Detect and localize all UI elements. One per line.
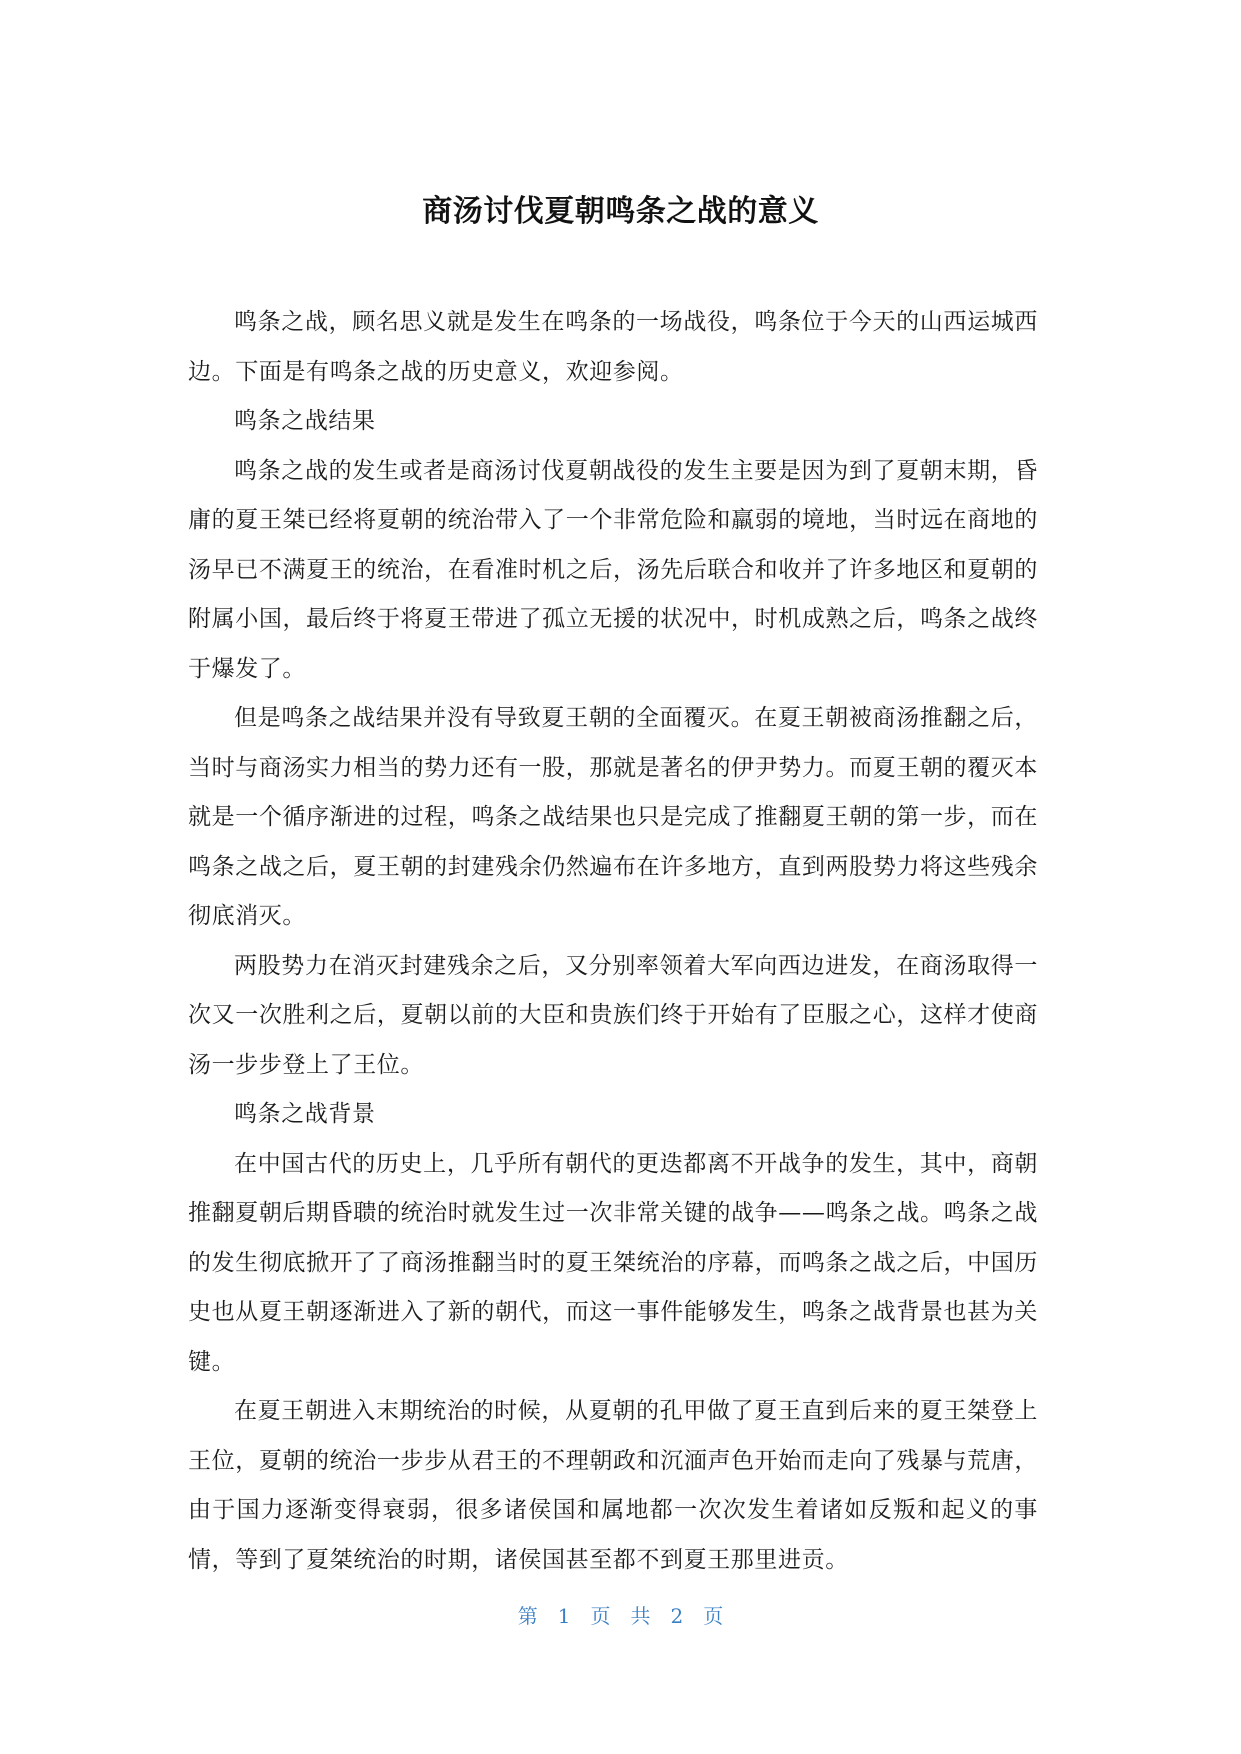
- footer-current-page: 1: [557, 1604, 571, 1628]
- document-title: 商汤讨伐夏朝鸣条之战的意义: [422, 194, 819, 229]
- footer-total-pages: 2: [670, 1604, 684, 1628]
- footer-label-gong: 共: [630, 1604, 651, 1628]
- page-number-footer: [0, 1602, 1241, 1630]
- paragraph-result-1: 鸣条之战的发生或者是商汤讨伐夏朝战役的发生主要是因为到了夏朝末期，昏庸的夏王桀已经将夏朝的统治带入了一个非常危险和羸弱的境地，当时远在商地的汤早已不满夏王的统治，在看准时机之后，汤先后联合和收并了许多地区和夏朝的附属小国，最后终于将夏王带进了孤立无援的状况中，时机成熟之后，鸣条之战终于爆发了。: [188, 457, 1038, 682]
- paragraph-result-3: 两股势力在消灭封建残余之后，又分别率领着大军向西边进发，在商汤取得一次又一次胜利之后，夏朝以前的大臣和贵族们终于开始有了臣服之心，这样才使商汤一步步登上了王位。: [188, 952, 1038, 1078]
- footer-label-ye: 页: [590, 1604, 611, 1628]
- document-body: [188, 298, 1038, 1585]
- paragraph-background-1: 在中国古代的历史上，几乎所有朝代的更迭都离不开战争的发生，其中，商朝推翻夏朝后期昏聩的统治时就发生过一次非常关键的战争——鸣条之战。鸣条之战的发生彻底掀开了了商汤推翻当时的夏王桀统治的序幕，而鸣条之战之后，中国历史也从夏王朝逐渐进入了新的朝代，而这一事件能够发生，鸣条之战背景也甚为关键。: [188, 1150, 1038, 1375]
- footer-label-ye-end: 页: [703, 1604, 724, 1628]
- paragraph-intro: 鸣条之战，顾名思义就是发生在鸣条的一场战役，鸣条位于今天的山西运城西边。下面是有鸣条之战的历史意义，欢迎参阅。: [188, 309, 1038, 385]
- paragraph-result-2: 但是鸣条之战结果并没有导致夏王朝的全面覆灭。在夏王朝被商汤推翻之后，当时与商汤实力相当的势力还有一股，那就是著名的伊尹势力。而夏王朝的覆灭本就是一个循序渐进的过程，鸣条之战结果也只是完成了推翻夏王朝的第一步，而在鸣条之战之后，夏王朝的封建残余仍然遍布在许多地方，直到两股势力将这些残余彻底消灭。: [188, 705, 1038, 929]
- paragraph-background-2: 在夏王朝进入末期统治的时候，从夏朝的孔甲做了夏王直到后来的夏王桀登上王位，夏朝的统治一步步从君王的不理朝政和沉湎声色开始而走向了残暴与荒唐，由于国力逐渐变得衰弱，很多诸侯国和属地都一次次发生着诸如反叛和起义的事情，等到了夏桀统治的时期，诸侯国甚至都不到夏王那里进贡。: [188, 1398, 1038, 1573]
- section-heading-background: 鸣条之战背景: [234, 1101, 376, 1127]
- section-heading-result: 鸣条之战结果: [234, 408, 376, 434]
- footer-label-di: 第: [517, 1604, 538, 1628]
